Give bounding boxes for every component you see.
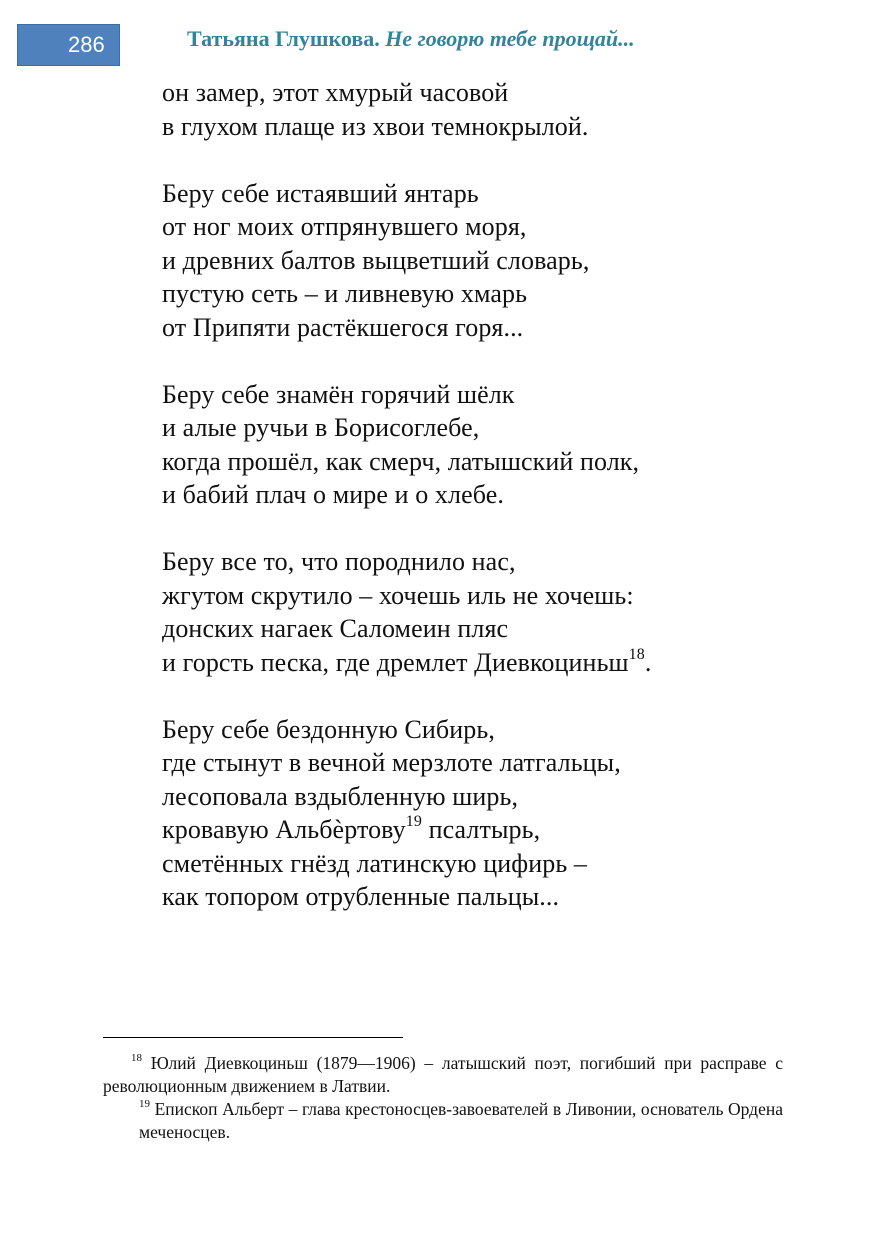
verse-line: [162, 847, 842, 881]
footnote-ref: 18: [628, 645, 645, 663]
stanza: [162, 177, 842, 345]
header-author: Татьяна Глушкова.: [187, 26, 380, 51]
verse-line: [162, 210, 842, 244]
verse-line: [162, 880, 842, 914]
verse-line: [162, 612, 842, 646]
verse-text: он замер, этот хмурый часовой: [162, 78, 509, 107]
verse-line: [162, 311, 842, 345]
verse-text: и алые ручьи в Борисоглебе,: [162, 413, 480, 442]
verse-line: [162, 579, 842, 613]
header-title: Не говорю тебе прощай...: [385, 26, 635, 51]
verse-line: [162, 780, 842, 814]
verse-text: пустую сеть – и ливневую хмарь: [162, 279, 528, 308]
verse-line: [162, 411, 842, 445]
footnote-text: Юлий Диевкоциньш (1879—1906) – латышский поэт, погибший при расправе с революционным движением в Латвии.: [103, 1053, 783, 1096]
stanza: [162, 76, 842, 143]
verse-text: как топором отрубленные пальцы...: [162, 882, 560, 911]
verse-line: [162, 746, 842, 780]
verse-text: от ног моих отпрянувшего моря,: [162, 212, 527, 241]
verse-text: и бабий плач о мире и о хлебе.: [162, 480, 504, 509]
verse-text: Беру себе истаявший янтарь: [162, 178, 479, 208]
stanza: [162, 545, 842, 679]
footnote-separator: [103, 1037, 403, 1038]
verse-line: [162, 378, 842, 412]
verse-text: Беру все то, что породнило нас,: [162, 547, 516, 576]
verse-text: кровавую Альбѐртову: [162, 815, 406, 844]
verse-text: лесоповала вздыбленную ширь,: [162, 781, 519, 811]
verse-line: [162, 713, 842, 747]
verse-text: жгутом скрутило – хочешь иль не хочешь:: [162, 580, 634, 610]
verse-text-tail: .: [644, 647, 652, 677]
verse-line: [162, 646, 842, 680]
verse-line: [162, 110, 842, 144]
poem: [162, 76, 842, 947]
verse-text: где стынут в вечной мерзлоте латгальцы,: [162, 748, 621, 777]
verse-line: [162, 76, 842, 110]
footnote-number: 18: [131, 1052, 142, 1065]
stanza: [162, 713, 842, 914]
verse-line: [162, 277, 842, 311]
verse-text: от Припяти растёкшегося горя...: [162, 312, 524, 342]
verse-text-tail: псалтырь,: [421, 815, 541, 844]
verse-line: [162, 545, 842, 579]
verse-line: [162, 244, 842, 278]
footnote-text: Епископ Альберт – глава крестоносцев-завоевателей в Ливонии, основатель Ордена меченосцев.: [139, 1099, 783, 1142]
verse-line: [162, 177, 842, 211]
verse-text: Беру себе бездонную Сибирь,: [162, 714, 495, 744]
verse-text: когда прошёл, как смерч, латышский полк,: [162, 446, 640, 476]
verse-line: [162, 445, 842, 479]
page-number: 286: [68, 32, 105, 57]
footnotes: [103, 1052, 783, 1144]
verse-text: сметённых гнёзд латинскую цифирь –: [162, 848, 587, 878]
verse-text: Беру себе знамён горячий шёлк: [162, 379, 515, 409]
verse-line: [162, 478, 842, 512]
verse-text: и горсть песка, где дремлет Диевкоциньш: [162, 647, 629, 677]
verse-text: в глухом плаще из хвои темнокрылой.: [162, 111, 589, 141]
stanza: [162, 378, 842, 512]
footnote: [139, 1098, 783, 1144]
verse-line: [162, 813, 842, 847]
footnote-number: 19: [139, 1098, 150, 1111]
footnote-ref: 19: [405, 813, 422, 831]
verse-text: донских нагаек Саломеин пляс: [162, 614, 509, 643]
page-number-badge: [17, 24, 120, 66]
verse-text: и древних балтов выцветший словарь,: [162, 245, 590, 275]
footnote: [103, 1052, 783, 1098]
running-header: [187, 26, 635, 52]
